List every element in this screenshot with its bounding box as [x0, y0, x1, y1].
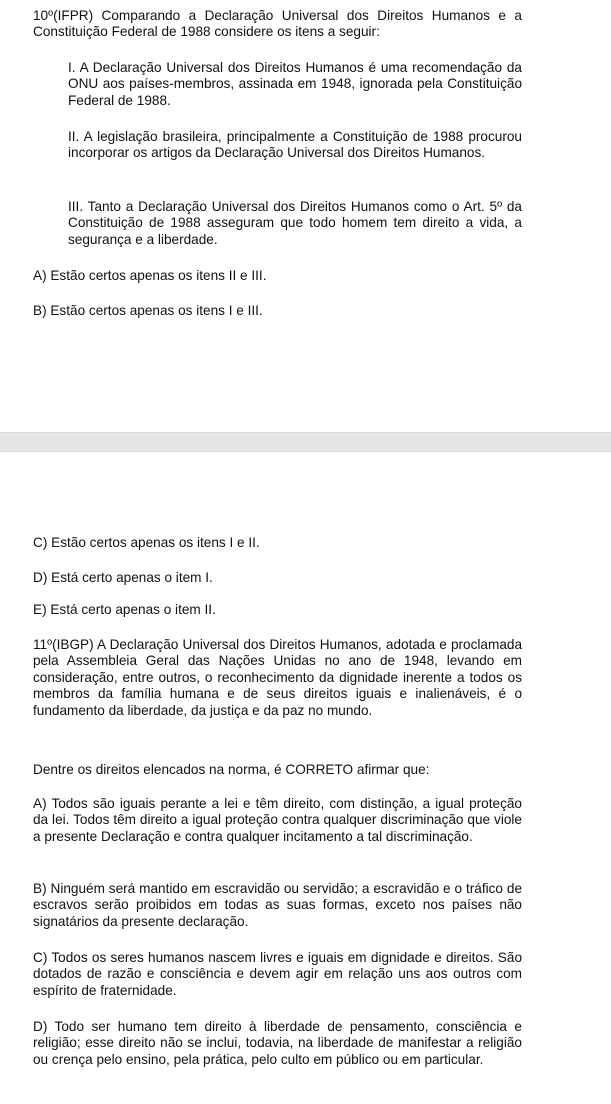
question-10-item-1: I. A Declaração Universal dos Direitos Humanos é uma recomendação da ONU aos países-membros, assinada em 1948, ignorada pela Constituição Federal de 1988.: [68, 60, 522, 108]
question-10-option-a: A) Estão certos apenas os itens II e III.: [33, 268, 267, 283]
question-11-header: 11º(IBGP) A Declaração Universal dos Direitos Humanos, adotada e proclamada pela Assembleia Geral das Nações Unidas no ano de 1948, levando em consideração, entre outros, o reconhecimento da dignidade inerente a todos os membros da família humana e de seus direitos iguais e inalienáveis, é o fundamento da liberdade, da justiça e da paz no mundo.: [33, 637, 522, 718]
question-11-option-a: A) Todos são iguais perante a lei e têm direito, com distinção, a igual proteção da lei. Todos têm direito a igual proteção contra qualquer discriminação que viole a presente Declaração e contra qualquer incitamento a tal discriminação.: [33, 796, 522, 844]
question-11-prompt: Dentre os direitos elencados na norma, é CORRETO afirmar que:: [33, 762, 430, 777]
document-page-2: [0, 452, 611, 1104]
question-10-option-d: D) Está certo apenas o item I.: [33, 570, 213, 585]
question-10-option-b: B) Estão certos apenas os itens I e III.: [33, 303, 263, 318]
question-10-option-c: C) Estão certos apenas os itens I e II.: [33, 535, 260, 550]
page-break: [0, 432, 611, 452]
question-10-header: 10º(IFPR) Comparando a Declaração Universal dos Direitos Humanos e a Constituição Federal de 1988 considere os itens a seguir:: [33, 8, 522, 40]
document-page-1: [0, 0, 611, 432]
question-10-item-2: II. A legislação brasileira, principalmente a Constituição de 1988 procurou incorporar os artigos da Declaração Universal dos Direitos Humanos.: [68, 129, 522, 161]
question-11-option-d: D) Todo ser humano tem direito à liberdade de pensamento, consciência e religião; esse direito não se inclui, todavia, na liberdade de manifestar a religião ou crença pelo ensino, pela prática, pelo culto em público ou em particular.: [33, 1019, 522, 1067]
question-11-option-c: C) Todos os seres humanos nascem livres e iguais em dignidade e direitos. São dotados de razão e consciência e devem agir em relação uns aos outros com espírito de fraternidade.: [33, 950, 522, 998]
question-11-option-b: B) Ninguém será mantido em escravidão ou servidão; a escravidão e o tráfico de escravos serão proibidos em todas as suas formas, exceto nos países não signatários da presente declaração.: [33, 881, 522, 929]
question-10-option-e: E) Está certo apenas o item II.: [33, 602, 216, 617]
question-10-item-3: III. Tanto a Declaração Universal dos Direitos Humanos como o Art. 5º da Constituição de 1988 asseguram que todo homem tem direito a vida, a segurança e a liberdade.: [68, 199, 522, 247]
